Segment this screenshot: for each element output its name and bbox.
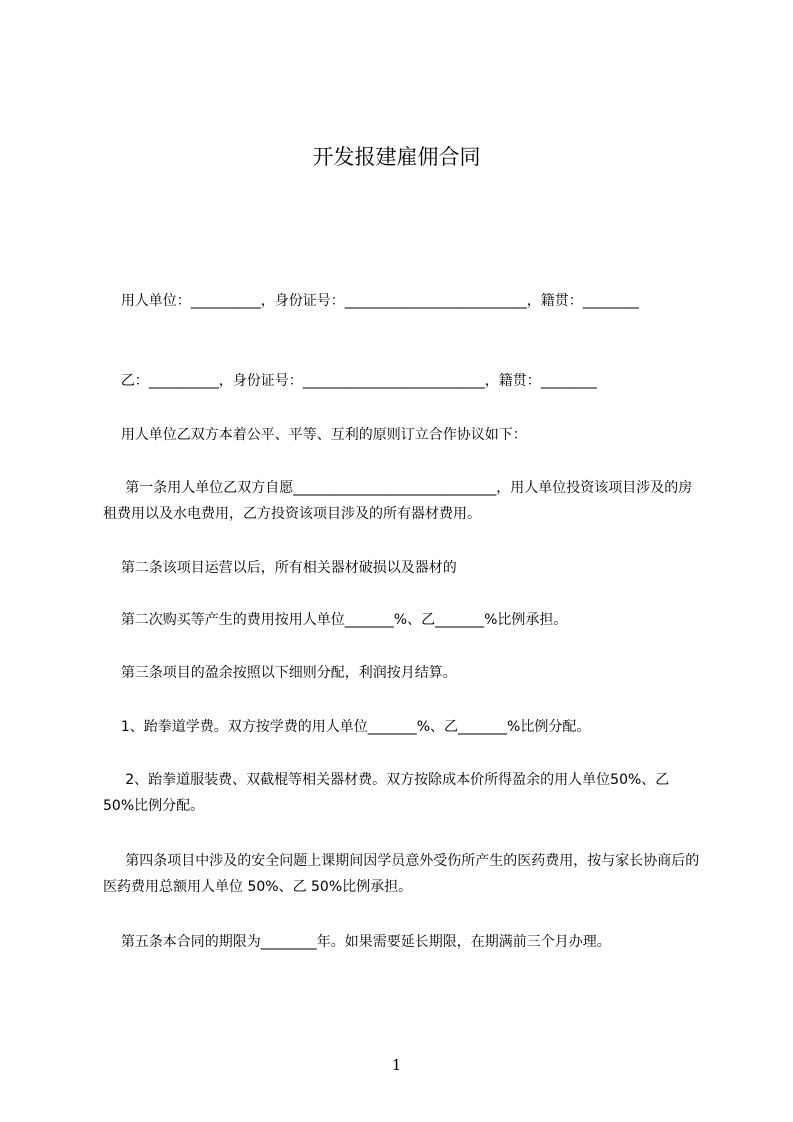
document-title: 开发报建雇佣合同: [312, 145, 481, 169]
clause-2-continued: 第二次购买等产生的费用按用人单位_______%、乙_______%比例承担。: [103, 612, 568, 628]
page-number: 1: [391, 1056, 402, 1074]
preamble: 用人单位乙双方本着公平、平等、互利的原则订立合作协议如下：: [103, 427, 527, 443]
clause-3-item-2: 2、跆拳道服装费、双截棍等相关器材费。双方按除成本价所得盈余的用人单位50%、乙 50%比例分配。: [103, 772, 674, 814]
clause-3: 第三条项目的盈余按照以下细则分配，利润按月结算。: [103, 665, 457, 681]
party-a-info: 用人单位：__________，身份证号：__________________________，籍贯：________: [103, 293, 639, 309]
clause-1: 第一条用人单位乙双方自愿_____________________________，用人单位投资该项目涉及的房租费用以及水电费用，乙方投资该项目涉及的所有器材费用。: [103, 480, 693, 522]
clause-2: 第二条该项目运营以后，所有相关器材破损以及器材的: [103, 560, 457, 576]
clause-3-item-1: 1、跆拳道学费。双方按学费的用人单位_______%、乙_______%比例分配。: [103, 719, 591, 735]
party-b-info: 乙：__________，身份证号：__________________________，籍贯：________: [103, 373, 597, 389]
clause-5: 第五条本合同的期限为________年。如果需要延长期限，在期满前三个月办理。: [103, 934, 611, 950]
clause-4: 第四条项目中涉及的安全问题上课期间因学员意外受伤所产生的医药费用，按与家长协商后的医药费用总额用人单位 50%、乙 50%比例承担。: [103, 853, 700, 895]
